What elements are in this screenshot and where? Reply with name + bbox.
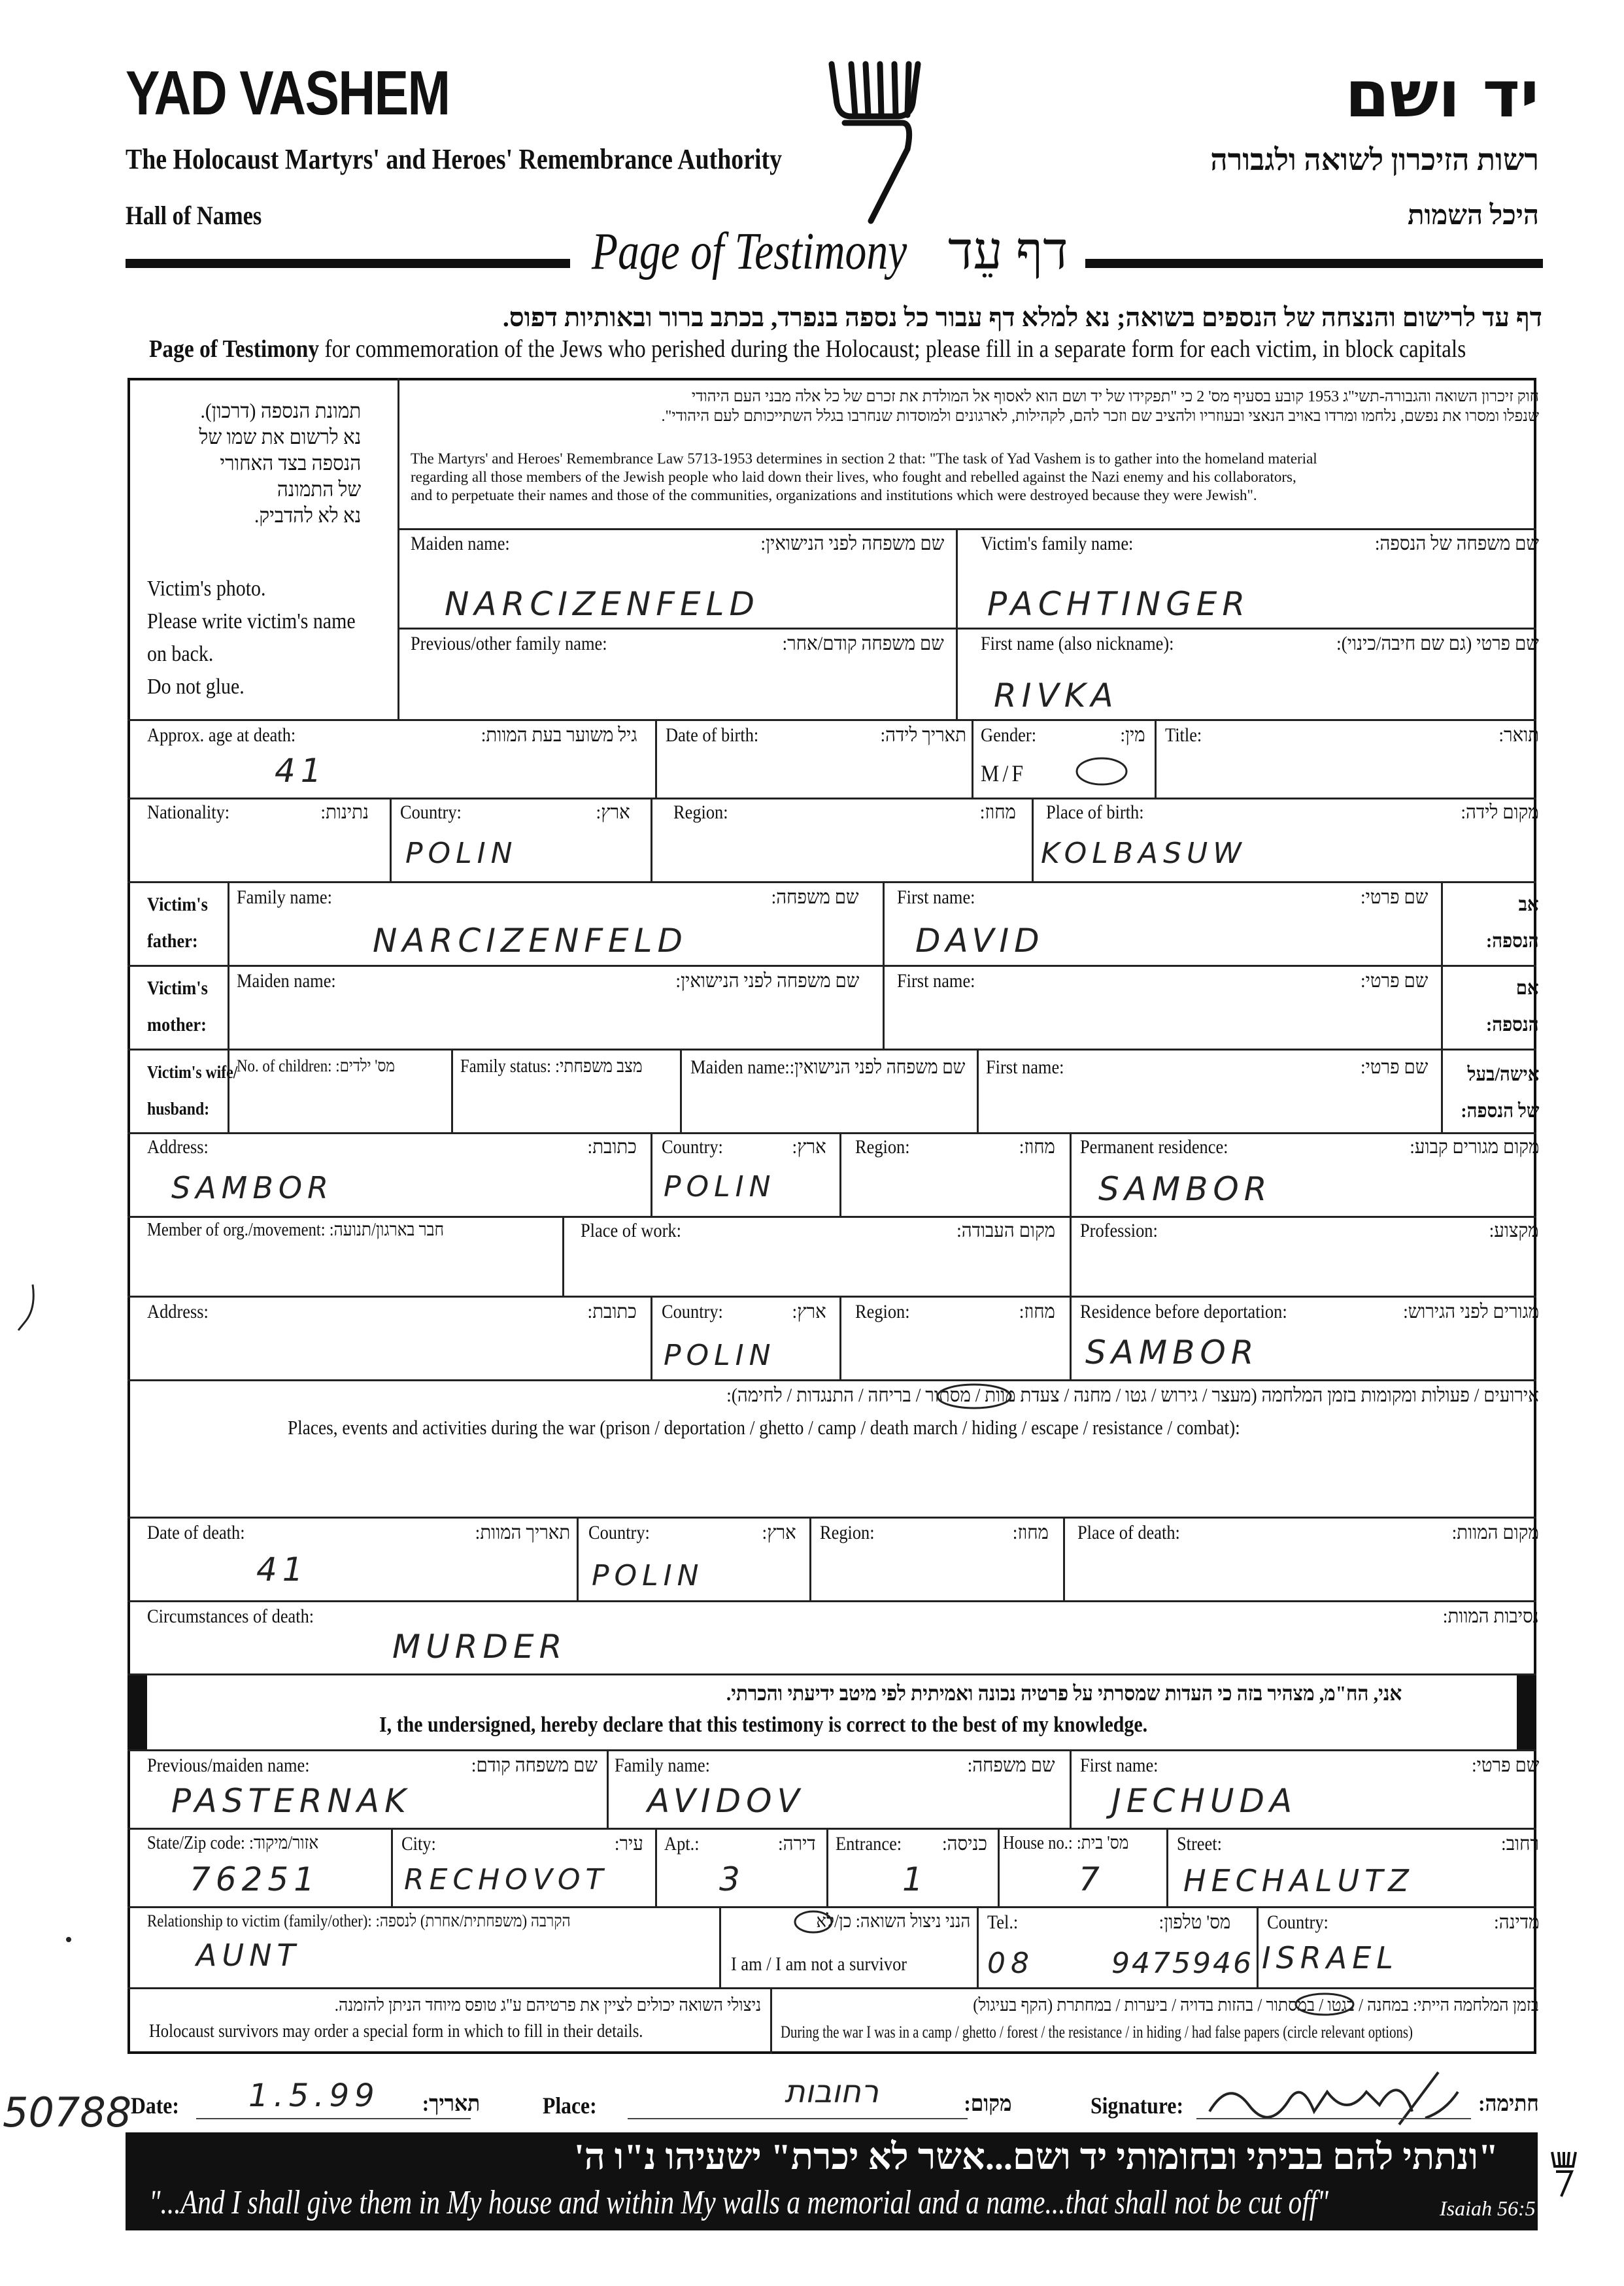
country-value[interactable]: POLIN — [405, 837, 518, 870]
spouse-maiden-label-en: Maiden name: — [690, 1056, 790, 1078]
tel-value[interactable]: 9475946 — [1111, 1947, 1253, 1980]
place-line — [628, 2118, 968, 2119]
death-country-value[interactable]: POLIN — [592, 1559, 704, 1592]
spouse-row-label — [147, 1054, 237, 1127]
city-label-he: עיר: — [614, 1833, 643, 1855]
rule-family-first — [1070, 1749, 1072, 1828]
rule-zip-city — [391, 1828, 393, 1906]
photo-note-en — [147, 573, 356, 703]
rule-photo-right — [398, 378, 399, 719]
rule-row-sub2 — [127, 1828, 1536, 1830]
law-he-line: שנפלו ומסרו את נפשם, נלחמו ומרדו באויב הנאצי ובעוזריו ולהציב שם וזכר להם, לקהילות, לארגונים ולמוסדות שנחרבו בגלל השתייכותם לעם היהודי". — [661, 408, 1539, 425]
address-country-label-he: ארץ: — [792, 1136, 826, 1158]
place-label: Place: — [543, 2093, 597, 2119]
law-en-line: regarding all those members of the Jewish people who laid down their lives, who fought and rebelled against the Nazi enemy and his collaborators, — [411, 469, 1296, 485]
perm-residence-value[interactable]: SAMBOR — [1098, 1170, 1272, 1208]
photo-he-line: של התמונה — [277, 477, 361, 501]
family-name-value[interactable]: PACHTINGER — [987, 585, 1251, 623]
title-label: Title: — [1165, 724, 1202, 746]
rule-house-street — [1166, 1828, 1168, 1906]
order-form-he: ניצולי השואה יכולים לציין את פרטיהם ע"ג טופס מיוחד הניתן להזמנה. — [334, 1995, 761, 2015]
sub-first-value[interactable]: JECHUDA — [1111, 1782, 1298, 1820]
rule-addr-country — [651, 1132, 652, 1216]
mother-maiden-label-he: שם משפחה לפני הנישואין: — [675, 970, 859, 992]
dep-residence-label-he: מגורים לפני הגירוש: — [1403, 1301, 1539, 1322]
spouse-first-label-he: שם פרטי: — [1360, 1056, 1428, 1078]
date-label-he: תאריך: — [422, 2092, 480, 2116]
verse-ref: Isaiah 56:5 — [1440, 2196, 1536, 2220]
family-name-label: Victim's family name: — [981, 533, 1134, 554]
order-form-en: Holocaust survivors may order a special form in which to fill in their details. — [149, 2021, 643, 2042]
rule-row-nat — [127, 798, 1536, 799]
rule-work-prof — [1070, 1216, 1072, 1296]
verse-banner — [126, 2132, 1538, 2230]
events-label-en: Places, events and activities during the war (prison / deportation / ghetto / camp / death march / hiding / escape / resistance / combat): — [288, 1416, 1240, 1439]
member-label-en: Member of org./movement: — [147, 1220, 326, 1240]
title-label-he: תואר: — [1498, 724, 1539, 746]
dep-region-label: Region: — [855, 1301, 910, 1322]
age-label-he: גיל משוער בעת המוות: — [481, 724, 637, 746]
spouse-first-label: First name: — [986, 1056, 1064, 1078]
address-value[interactable]: SAMBOR — [171, 1170, 334, 1205]
intro-en — [149, 335, 1466, 363]
house-no-value[interactable]: 7 — [1079, 1860, 1105, 1898]
rule-children-status — [451, 1049, 453, 1132]
rule-declaration-top — [127, 1673, 1536, 1675]
photo-he-line: הנספה בצד האחורי — [220, 451, 361, 475]
rule-row-address — [127, 1132, 1536, 1134]
father-label-line: father: — [147, 930, 198, 952]
rule-rel-label-he — [1441, 881, 1443, 1132]
date-label: Date: — [131, 2093, 179, 2119]
photo-he-line: נא לא להדביק. — [254, 503, 361, 527]
rule-country-region-2 — [839, 1132, 841, 1216]
address-country-label: Country: — [662, 1136, 723, 1158]
relationship-label — [147, 1911, 571, 1931]
mother-label-line: Victim's — [147, 977, 208, 999]
dod-value[interactable]: 41 — [256, 1551, 309, 1588]
rule-row-member — [127, 1216, 1536, 1218]
photo-note-he — [199, 397, 361, 528]
children-label-en: No. of children: — [237, 1056, 332, 1075]
pob-value[interactable]: KOLBASUW — [1041, 837, 1247, 870]
prev-name-label-he: שם משפחה קודם/אחר: — [782, 633, 944, 654]
father-first-label: First name: — [897, 886, 975, 908]
rule-nat-country — [390, 798, 392, 881]
rule-row-sub1 — [127, 1749, 1536, 1751]
sub-family-value[interactable]: AVIDOV — [647, 1782, 805, 1820]
rule-row-age — [127, 719, 1536, 721]
family-status-label-he: מצב משפחתי: — [555, 1056, 643, 1077]
work-label-he: מקום העבודה: — [956, 1220, 1055, 1241]
rule-row-dep — [127, 1296, 1536, 1298]
dep-country-label: Country: — [662, 1301, 723, 1322]
dep-residence-label: Residence before deportation: — [1080, 1301, 1287, 1322]
tel-label-he: מס' טלפון: — [1159, 1911, 1230, 1933]
entrance-label: Entrance: — [836, 1833, 902, 1855]
circumstances-label-he: נסיבות המוות: — [1443, 1605, 1539, 1627]
rule-city-apt — [655, 1828, 657, 1906]
rule-parents-split — [883, 881, 885, 1049]
profession-label: Profession: — [1080, 1220, 1158, 1241]
nationality-label-he: נתינות: — [320, 801, 369, 823]
country-label: Country: — [400, 801, 462, 823]
first-name-label: First name (also nickname): — [981, 633, 1174, 654]
sub-country-label: Country: — [1267, 1911, 1328, 1933]
gender-selection-circle — [1072, 755, 1131, 788]
sub-prev-name-label: Previous/maiden name: — [147, 1755, 310, 1776]
rule-row-mother — [127, 965, 1536, 967]
address-label: Address: — [147, 1136, 209, 1158]
children-label — [237, 1056, 395, 1076]
family-name-label-he: שם משפחה של הנספה: — [1374, 533, 1539, 554]
rule-region-pob — [1032, 798, 1034, 881]
small-logo-icon — [1549, 2148, 1578, 2200]
maiden-name-label: Maiden name: — [411, 533, 510, 554]
zip-label-en: State/Zip code: — [147, 1833, 245, 1853]
law-en-line: The Martyrs' and Heroes' Remembrance Law 5713-1953 determines in section 2 that: "The task of Yad Vashem is to gather into the homeland material — [411, 450, 1317, 467]
zip-value[interactable]: 76251 — [190, 1860, 320, 1898]
relationship-label-en: Relationship to victim (family/other): — [147, 1911, 372, 1930]
mother-first-label-he: שם פרטי: — [1360, 970, 1428, 992]
father-he-line: הנספה: — [1486, 930, 1539, 952]
photo-he-line: נא לרשום את שמו של — [199, 425, 361, 448]
rule-country3-region — [809, 1517, 811, 1600]
pob-label-he: מקום לידה: — [1461, 801, 1539, 823]
signature-scribble[interactable] — [1203, 2066, 1464, 2131]
spouse-label-line: Victim's wife/ — [147, 1062, 238, 1082]
date-line — [196, 2118, 471, 2119]
page-title-he: דף עֵד — [948, 223, 1068, 280]
apt-label-he: דירה: — [778, 1833, 816, 1855]
house-no-label-en: House no.: — [1003, 1833, 1073, 1853]
events-label-he: אירועים / פעולות ומקומות בזמן המלחמה (מעצר / גירוש / גטו / מחנה / צעדת מוות / מסתור / בריחה / התנגדות / לחימה): — [726, 1385, 1539, 1406]
rule-maiden-first — [977, 1049, 979, 1132]
zip-label — [147, 1833, 318, 1854]
wartime-he: בזמן המלחמה הייתי: במחנה / בגטו / במסתור / בהזות בדויה / ביערות / במחתרת (הקף בעיגול) — [973, 1995, 1539, 2015]
prev-name-label: Previous/other family name: — [411, 633, 607, 654]
law-en-line: and to perpetuate their names and those of the communities, organizations and institutions which were destroyed because they were Jewish". — [411, 487, 1257, 503]
sub-country-label-he: מדינה: — [1493, 1911, 1539, 1933]
signature-label-he: חתימה: — [1478, 2092, 1539, 2116]
wartime-camp-circle — [1293, 1991, 1356, 2017]
events-deportation-circle — [935, 1382, 1013, 1411]
intro-he: דף עד לרישום והנצחה של הנספים בשואה; נא למלא דף עבור כל נספה בנפרד, בכתב ברור ובאותיות דפוס. — [502, 303, 1542, 332]
sub-prev-name-value[interactable]: PASTERNAK — [171, 1782, 411, 1820]
address-country-value[interactable]: POLIN — [664, 1170, 776, 1203]
circumstances-value[interactable]: MURDER — [392, 1628, 567, 1666]
rule-gender-title — [1155, 719, 1157, 798]
law-he-line: חוק זיכרון השואה והגבורה-תשי"ג 1953 קובע בסעיף מס' 2 כי "תפקידו של יד ושם הוא לאסוף אל המולדת את זכרם של כל אלה מבני העם היהודי — [691, 388, 1539, 405]
street-label-he: רחוב: — [1501, 1833, 1539, 1855]
gender-label: Gender: — [981, 724, 1037, 746]
maiden-name-value[interactable]: NARCIZENFELD — [445, 585, 760, 623]
gender-options: M/F — [981, 760, 1027, 786]
first-name-value[interactable]: RIVKA — [994, 677, 1119, 714]
date-value[interactable]: 1.5.99 — [248, 2077, 380, 2114]
intro-en-rest: for commemoration of the Jews who perished during the Holocaust; please fill in a separate form for each victim, in block capitals — [319, 335, 1466, 363]
relationship-label-he: הקרבה (משפחתית/אחרת) לנספה: — [375, 1911, 571, 1930]
dep-residence-value[interactable]: SAMBOR — [1085, 1334, 1259, 1371]
rule-dob-gender — [972, 719, 973, 798]
pob-label: Place of birth: — [1046, 801, 1144, 823]
rule-surv-tel — [977, 1906, 979, 1987]
zip-label-he: אזור/מיקוד: — [249, 1833, 319, 1853]
title-rule-right — [1085, 259, 1543, 268]
rule-names-mid — [399, 628, 1536, 630]
tel-label: Tel.: — [987, 1911, 1019, 1933]
address-region-label: Region: — [855, 1136, 910, 1158]
rule-row-spouse — [127, 1049, 1536, 1051]
entrance-value[interactable]: 1 — [902, 1860, 928, 1898]
member-label-he: חבר בארגון/תנועה: — [329, 1220, 445, 1240]
intro-en-bold: Page of Testimony — [149, 335, 320, 363]
gender-label-he: מין: — [1120, 724, 1145, 746]
street-label: Street: — [1177, 1833, 1222, 1855]
rule-form-wartime — [770, 1987, 772, 2054]
authority-name-he: רשות הזיכרון לשואה ולגבורה — [1210, 143, 1539, 176]
spouse-he-line: אישה/בעל — [1467, 1064, 1539, 1085]
mother-he-line: הנספה: — [1486, 1014, 1539, 1035]
mother-he-line: אם — [1516, 977, 1539, 999]
photo-en-line: Do not glue. — [147, 675, 245, 699]
law-he — [428, 387, 1539, 426]
verse-he: "ונתתי להם בביתי ובחומותי יד ושם...אשר לא יכרת" ישעיהו נ"ו ה' — [574, 2137, 1498, 2177]
address-region-label-he: מחוז: — [1019, 1136, 1055, 1158]
authority-name-en: The Holocaust Martyrs' and Heroes' Remembrance Authority — [126, 143, 783, 175]
death-country-label-he: ארץ: — [762, 1522, 796, 1543]
age-label: Approx. age at death: — [147, 724, 296, 746]
page-title-en: Page of Testimony — [592, 223, 907, 280]
law-en — [411, 450, 1317, 505]
dob-label-he: תאריך לידה: — [880, 724, 966, 746]
house-no-label-he: מס' בית: — [1076, 1833, 1129, 1853]
rule-apt-entr — [826, 1828, 828, 1906]
dep-region-label-he: מחוז: — [1019, 1301, 1055, 1322]
first-name-label-he: שם פרטי (גם שם חיבה/כינוי): — [1336, 633, 1539, 654]
father-first-value[interactable]: DAVID — [915, 922, 1045, 960]
rule-row-events — [127, 1379, 1536, 1381]
place-value[interactable]: רחובות — [785, 2074, 879, 2110]
rule-row-father — [127, 881, 1536, 883]
rule-age-dob — [655, 719, 657, 798]
rule-prev-family — [607, 1749, 609, 1828]
family-status-label-en: Family status: — [460, 1056, 551, 1077]
wartime-en: During the war I was in a camp / ghetto / forest / the resistance / in hiding / had false papers (circle relevant options) — [781, 2023, 1413, 2042]
declaration-he: אני, הח"מ, מצהיר בזה כי העדות שמסרתי על פרטיה נכונה ואמיתית לפי מיטב ידיעתי והכרתי. — [726, 1681, 1402, 1705]
entrance-label-he: כניסה: — [942, 1833, 987, 1855]
rule-country2-region — [839, 1296, 841, 1379]
margin-dot — [65, 1936, 72, 1943]
signature-label: Signature: — [1091, 2093, 1183, 2119]
region-label-he: מחוז: — [979, 801, 1016, 823]
profession-label-he: מקצוע: — [1489, 1220, 1539, 1241]
spouse-maiden-label — [690, 1056, 965, 1079]
perm-residence-label: Permanent residence: — [1080, 1136, 1228, 1158]
rule-country-region — [651, 798, 652, 881]
age-value[interactable]: 41 — [275, 752, 327, 790]
street-value[interactable]: HECHALUTZ — [1183, 1863, 1414, 1898]
margin-mark — [13, 1281, 39, 1334]
survivor-no-circle — [792, 1909, 834, 1935]
apt-label: Apt.: — [664, 1833, 700, 1855]
address-label-he: כתובת: — [587, 1136, 637, 1158]
mother-maiden-label: Maiden name: — [237, 970, 336, 992]
yad-vashem-logo — [825, 58, 923, 227]
title-rule-left — [126, 259, 570, 268]
sub-first-label-he: שם פרטי: — [1471, 1755, 1539, 1776]
rule-region-perm — [1070, 1132, 1072, 1216]
verse-en: "...And I shall give them in My house and within My walls a memorial and a name...that shall not be cut off" — [149, 2184, 1328, 2221]
city-value[interactable]: RECHOVOT — [404, 1863, 609, 1896]
sub-family-label: Family name: — [615, 1755, 710, 1776]
pod-label: Place of death: — [1077, 1522, 1180, 1543]
dep-address-label: Address: — [147, 1301, 209, 1322]
place-label-he: מקום: — [964, 2092, 1012, 2116]
photo-en-line: Please write victim's name — [147, 609, 356, 633]
pod-label-he: מקום המוות: — [1451, 1522, 1539, 1543]
region-label: Region: — [673, 801, 728, 823]
member-label — [147, 1220, 444, 1241]
mother-row-label — [147, 970, 208, 1043]
death-country-label: Country: — [588, 1522, 650, 1543]
dod-label: Date of death: — [147, 1522, 245, 1543]
sub-first-label: First name: — [1080, 1755, 1159, 1776]
photo-he-line: תמונת הנספה (דרכון). — [200, 399, 361, 422]
rule-law-bottom — [399, 528, 1536, 530]
death-region-label: Region: — [820, 1522, 875, 1543]
margin-number: 50788 — [3, 2089, 132, 2136]
father-he-line: אב — [1518, 894, 1539, 915]
father-family-label-he: שם משפחה: — [771, 886, 859, 908]
rule-row-death — [127, 1517, 1536, 1519]
spouse-maiden-label-he: שם משפחה לפני הנישואין: — [789, 1056, 966, 1078]
sub-family-label-he: שם משפחה: — [968, 1755, 1055, 1776]
rule-region3-pod — [1063, 1517, 1065, 1600]
rule-rel-surv — [719, 1906, 721, 1987]
sub-country-value[interactable]: ISRAEL — [1262, 1940, 1398, 1975]
children-label-he: מס' ילדים: — [335, 1056, 395, 1075]
mother-first-label: First name: — [897, 970, 975, 992]
survivor-label-en: I am / I am not a survivor — [731, 1953, 907, 1975]
rule-row-circ — [127, 1600, 1536, 1602]
spouse-row-label-he — [1461, 1056, 1539, 1130]
rule-tel-ctry — [1257, 1906, 1259, 1987]
death-region-label-he: מחוז: — [1012, 1522, 1049, 1543]
photo-en-line: Victim's photo. — [147, 577, 266, 601]
spouse-label-line: husband: — [147, 1099, 210, 1118]
family-status-label — [460, 1056, 643, 1077]
apt-value[interactable]: 3 — [719, 1860, 745, 1898]
work-label: Place of work: — [581, 1220, 681, 1241]
relationship-value[interactable]: AUNT — [196, 1938, 301, 1973]
declaration-bar-left — [127, 1673, 147, 1749]
rule-status-maiden — [680, 1049, 682, 1132]
hall-name-en: Hall of Names — [126, 201, 262, 230]
father-label-line: Victim's — [147, 894, 208, 915]
hall-name-he: היכל השמות — [1408, 201, 1539, 231]
dep-country-label-he: ארץ: — [792, 1301, 826, 1322]
circumstances-label: Circumstances of death: — [147, 1605, 314, 1627]
father-row-label — [147, 886, 208, 960]
mother-label-line: mother: — [147, 1014, 207, 1035]
rule-dod-country — [577, 1517, 579, 1600]
spouse-he-line: של הנספה: — [1461, 1100, 1539, 1122]
nationality-label: Nationality: — [147, 801, 230, 823]
dob-label: Date of birth: — [666, 724, 759, 746]
org-name-he: יד ושם — [1345, 58, 1539, 132]
dep-country-value[interactable]: POLIN — [664, 1339, 776, 1372]
father-family-label: Family name: — [237, 886, 332, 908]
rule-addr2-country — [651, 1296, 652, 1379]
survivor-label-he: הנני ניצול השואה: כן/לא — [816, 1911, 970, 1932]
father-first-label-he: שם פרטי: — [1360, 886, 1428, 908]
sub-prev-name-label-he: שם משפחה קודם: — [471, 1755, 598, 1776]
maiden-name-label-he: שם משפחה לפני הנישואין: — [760, 533, 944, 554]
house-no-label — [1003, 1833, 1128, 1854]
rule-names-split — [956, 528, 958, 719]
signature-line — [1196, 2118, 1471, 2119]
father-family-value[interactable]: NARCIZENFELD — [373, 922, 688, 960]
dod-label-he: תאריך המוות: — [475, 1522, 570, 1543]
dep-address-label-he: כתובת: — [587, 1301, 637, 1322]
rule-row-sub3 — [127, 1906, 1536, 1908]
rule-region2-dep — [1070, 1296, 1072, 1379]
mother-row-label-he — [1486, 970, 1539, 1043]
declaration-en: I, the undersigned, hereby declare that this testimony is correct to the best of my knowledge. — [379, 1713, 1148, 1737]
country-label-he: ארץ: — [596, 801, 630, 823]
photo-en-line: on back. — [147, 642, 214, 666]
rule-entr-house — [998, 1828, 1000, 1906]
perm-residence-label-he: מקום מגורים קבוע: — [1409, 1136, 1539, 1158]
rule-row-sub4 — [127, 1987, 1536, 1989]
tel-area-value[interactable]: 08 — [987, 1947, 1034, 1980]
father-row-label-he — [1486, 886, 1539, 960]
city-label: City: — [401, 1833, 436, 1855]
rule-member-work — [562, 1216, 564, 1296]
org-name-en: YAD VASHEM — [126, 58, 450, 128]
declaration-bar-right — [1517, 1673, 1536, 1749]
